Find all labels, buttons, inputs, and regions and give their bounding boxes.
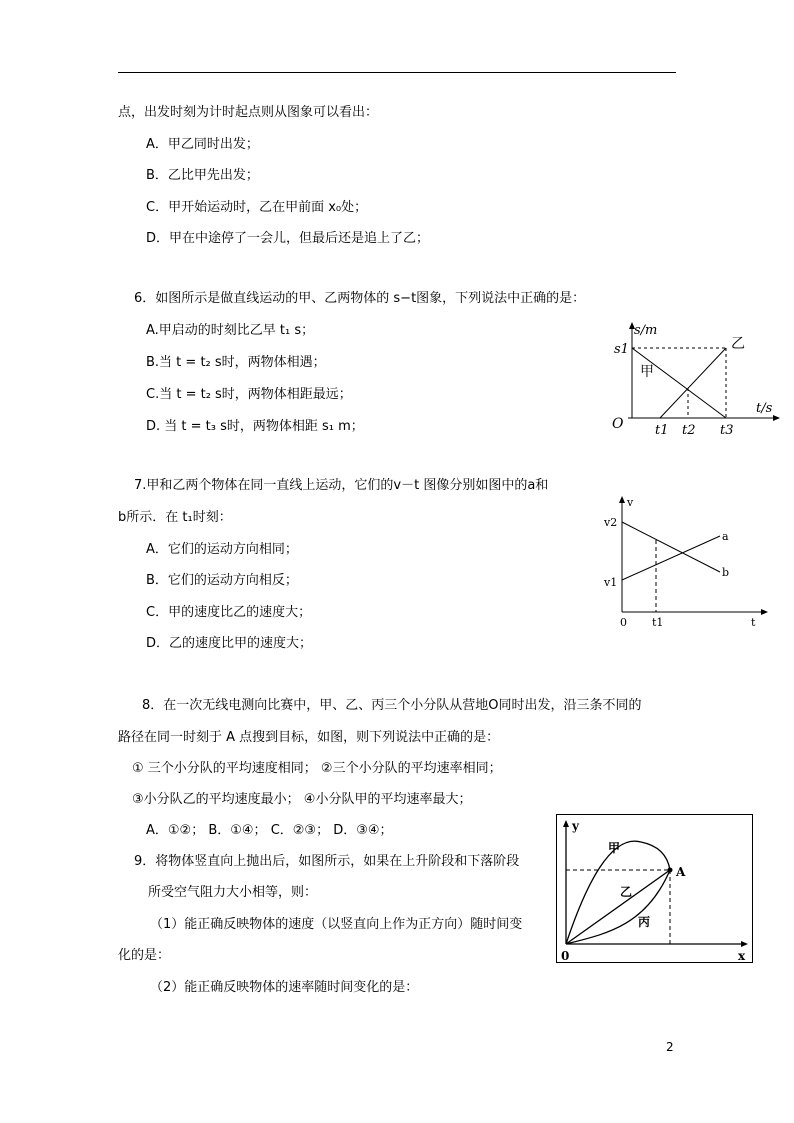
q7-b-label: b: [722, 566, 730, 579]
q8-figure-border: [557, 815, 753, 963]
q5-option-b: B．乙比甲先出发；: [146, 168, 259, 183]
q8-origin: 0: [561, 949, 570, 963]
q7-line-a: [622, 536, 720, 580]
q8-label-jia: 甲: [608, 841, 621, 855]
q8-stem-line1: 8．在一次无线电测向比赛中，甲、乙、丙三个小分队从营地O同时出发，沿三条不同的: [142, 698, 642, 713]
q7-v1-label: v1: [604, 576, 618, 589]
q5-intro: 点，出发时刻为计时起点则从图象可以看出：: [118, 105, 379, 120]
q7-xlabel: t: [751, 616, 756, 628]
q5-option-c: C．甲开始运动时，乙在甲前面 x₀处；: [146, 200, 368, 215]
page-number: 2: [666, 1040, 674, 1054]
q7-ylabel: v: [627, 496, 634, 509]
q5-option-d: D．甲在中途停了一会儿，但最后还是追上了乙；: [146, 231, 430, 246]
header-rule: [118, 72, 676, 73]
q8-path-jia: [566, 841, 670, 944]
q6-t1-label: t1: [655, 423, 669, 438]
q9-stem-line1: 9．将物体竖直向上抛出后，如图所示，如果在上升阶段和下落阶段: [134, 854, 520, 869]
q8-xlabel: x: [738, 949, 746, 963]
q6-x-arrow: [773, 415, 780, 421]
q7-option-b: B．它们的运动方向相反；: [146, 573, 298, 588]
q8-ylabel: y: [572, 819, 579, 833]
q8-label-bing: 丙: [638, 915, 651, 929]
q7-v2-label: v2: [604, 516, 618, 529]
q6-s1-label: s1: [614, 342, 629, 357]
q7-line-b: [622, 522, 720, 572]
q7-option-d: D．乙的速度比甲的速度大；: [146, 636, 313, 651]
q8-path-yi: [566, 870, 670, 944]
q9-part1-line1: （1）能正确反映物体的速度（以竖直向上作为正方向）随时间变: [150, 917, 523, 932]
q8-y-arrow: [563, 820, 569, 827]
q6-option-b: B.当 t = t₂ s时，两物体相遇；: [146, 355, 326, 370]
q8-stem-line2: 路径在同一时刻于 A 点搜到目标，如图，则下列说法中正确的是：: [118, 730, 500, 745]
q7-t1-label: t1: [652, 616, 664, 628]
q8-route-graph: [556, 814, 754, 964]
q8-point-a: [668, 868, 673, 873]
q8-statements-2: ③小分队乙的平均速度最小； ④小分队甲的平均速率最大；: [132, 792, 472, 807]
q9-part2: （2）能正确反映物体的速率随时间变化的是：: [150, 980, 419, 995]
q6-label-yi: 乙: [731, 336, 745, 352]
q6-t3-label: t3: [720, 423, 734, 438]
q7-stem-line2: b所示．在 t₁时刻：: [118, 510, 232, 525]
q8-point-label: A: [676, 865, 686, 879]
q6-t2-label: t2: [682, 423, 696, 438]
q6-line-jia: [632, 348, 726, 418]
q7-option-a: A．它们的运动方向相同；: [146, 542, 298, 557]
q9-part1-line2: 化的是：: [118, 948, 171, 963]
q6-xlabel: t/s: [756, 401, 773, 416]
q8-label-yi: 乙: [620, 885, 633, 899]
q5-option-a: A．甲乙同时出发；: [146, 137, 259, 152]
q6-stem: 6．如图所示是做直线运动的甲、乙两物体的 s−t图象，下列说法中正确的是：: [134, 291, 586, 306]
q7-option-c: C．甲的速度比乙的速度大；: [146, 605, 312, 620]
q6-option-c: C.当 t = t₂ s时，两物体相距最远；: [146, 387, 352, 402]
q7-a-label: a: [722, 530, 729, 543]
q6-label-jia: 甲: [640, 364, 654, 380]
q8-statements-1: ① 三个小分队的平均速度相同； ②三个小分队的平均速率相同；: [132, 761, 502, 776]
q6-option-a: A.甲启动的时刻比乙早 t₁ s；: [146, 323, 315, 338]
q7-stem-line1: 7.甲和乙两个物体在同一直线上运动，它们的v－t 图像分别如图中的a和: [134, 478, 549, 493]
q9-stem-line2: 所受空气阻力大小相等，则：: [148, 885, 318, 900]
q6-st-graph: [600, 318, 782, 440]
q7-origin: 0: [620, 616, 627, 628]
q6-ylabel: s/m: [634, 323, 658, 338]
q6-line-yi: [660, 348, 726, 418]
q8-x-arrow: [741, 941, 748, 947]
q7-y-arrow: [619, 496, 625, 503]
q7-x-arrow: [761, 609, 768, 615]
q8-choices: A．①②； B．①④； C．②③； D．③④；: [146, 823, 393, 838]
q7-vt-graph: [600, 492, 770, 628]
q6-option-d: D. 当 t = t₃ s时，两物体相距 s₁ m；: [146, 419, 364, 434]
q6-origin: O: [612, 416, 624, 432]
